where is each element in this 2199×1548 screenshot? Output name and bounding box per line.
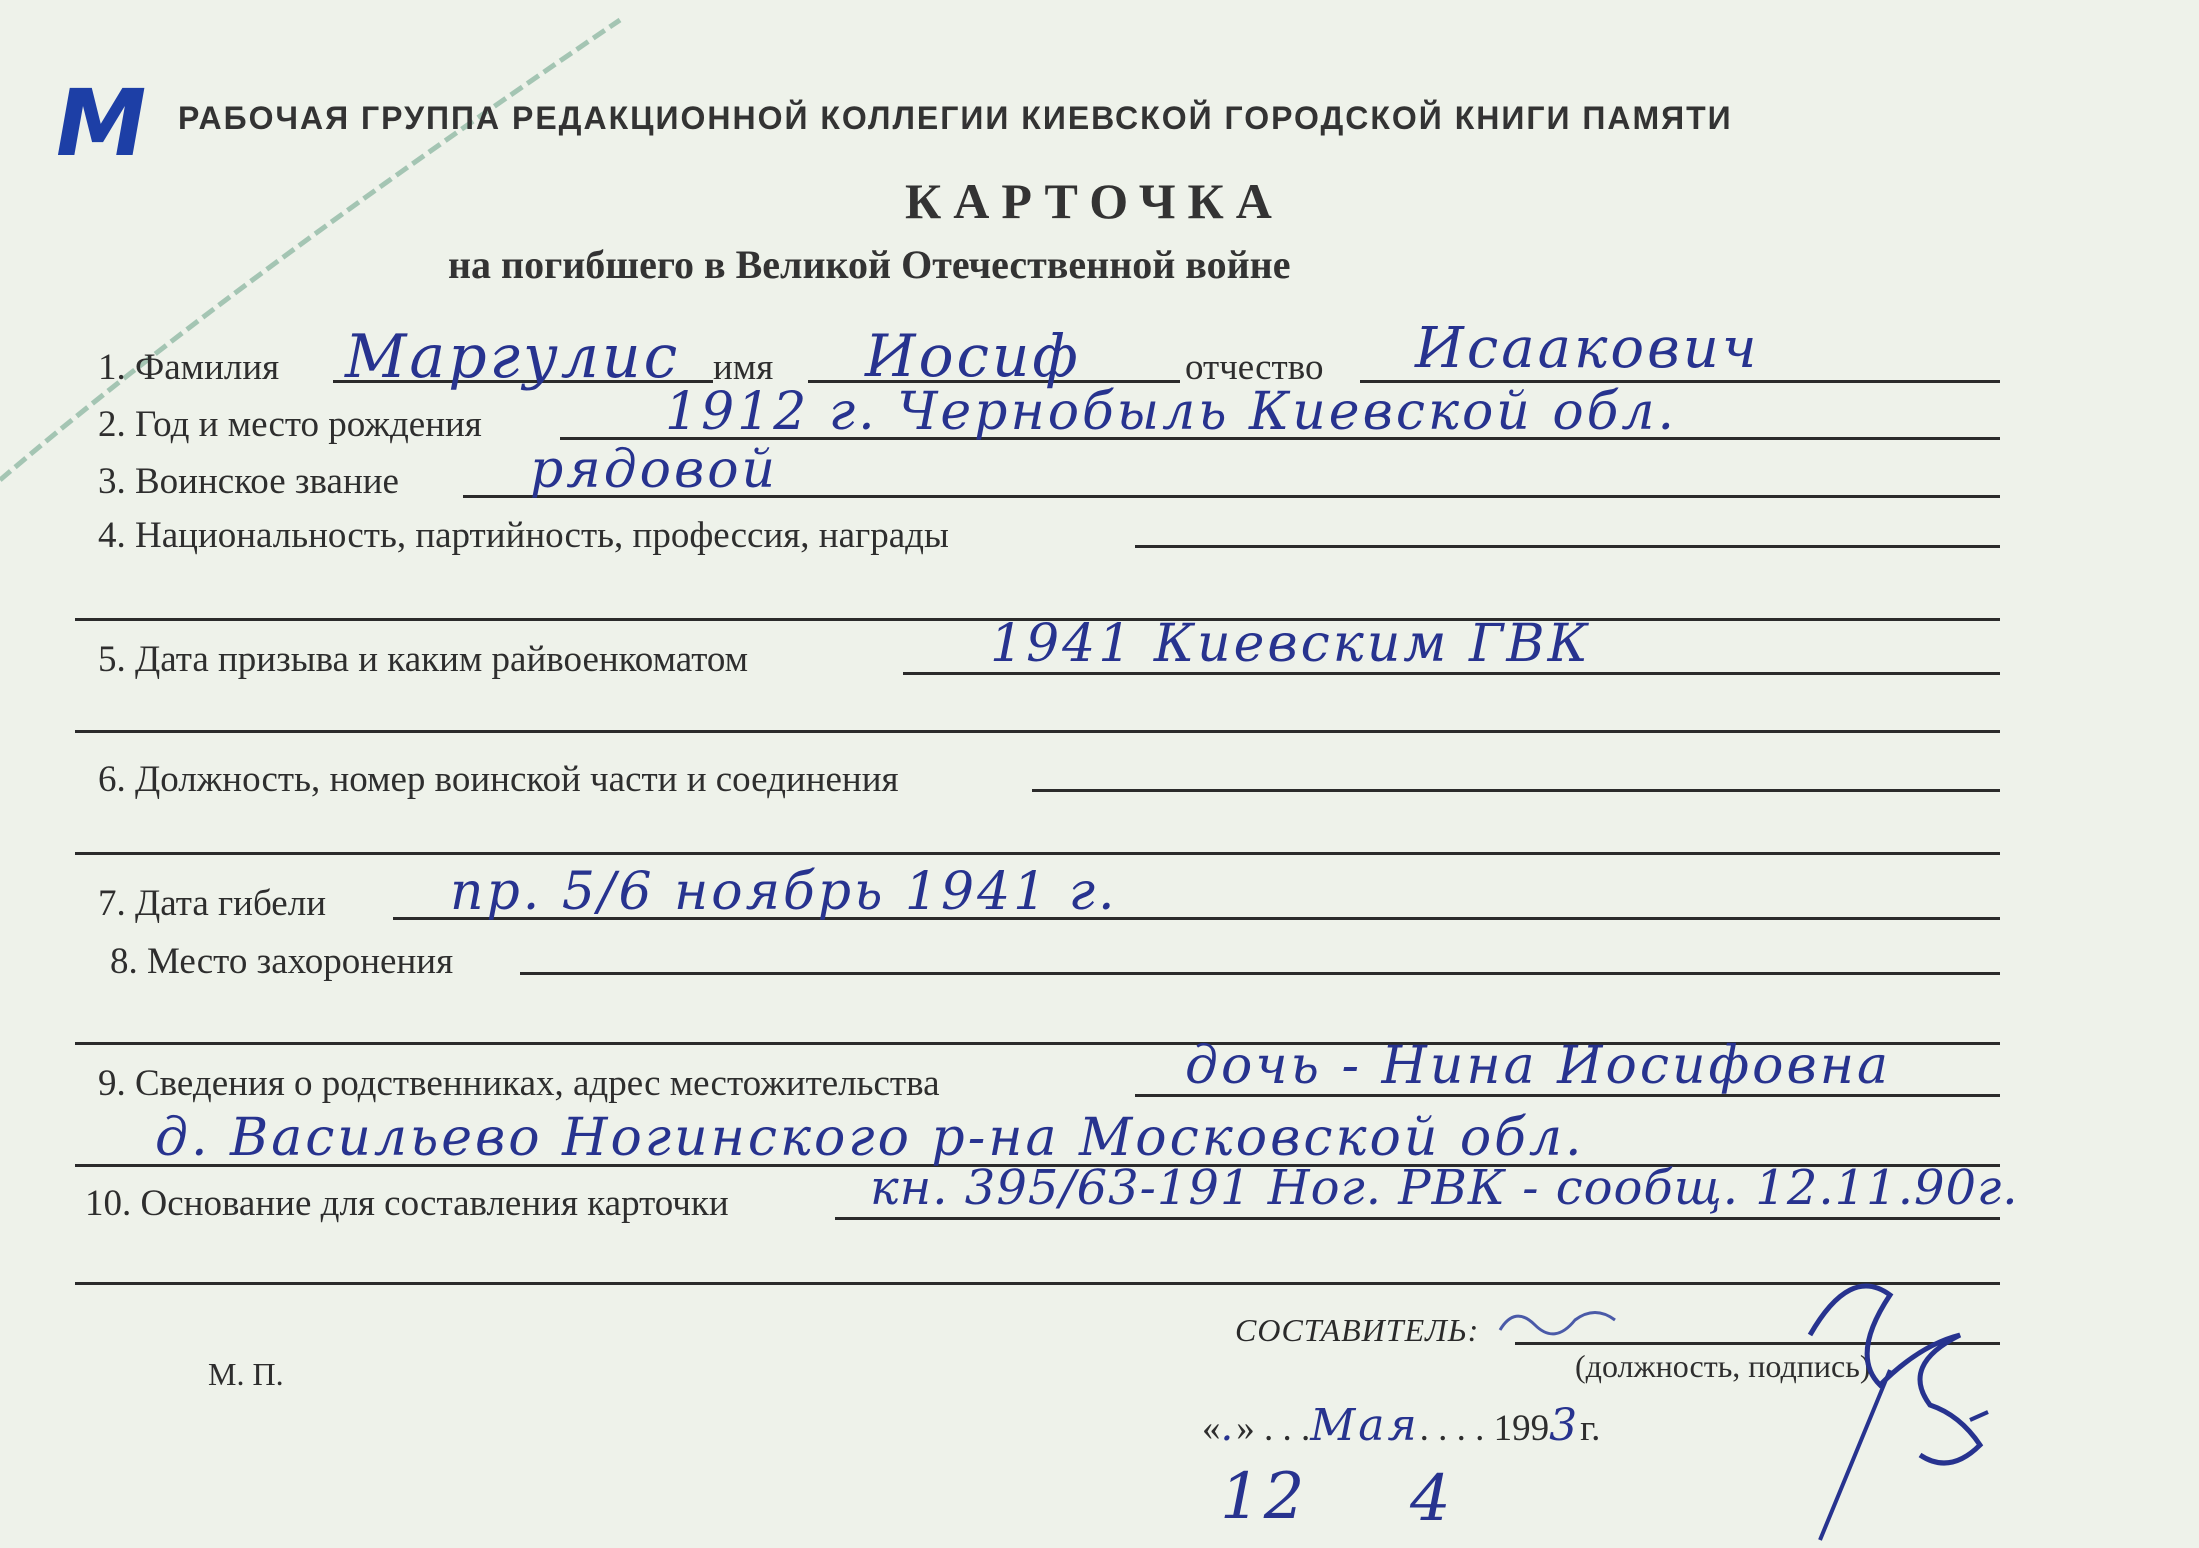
corner-mark: M [45, 70, 156, 177]
field-5-value: 1941 Киевским ГВК [990, 614, 1591, 674]
date-day-value: . [1220, 1404, 1237, 1450]
field-9-value-continued: д. Васильево Ногинского р-на Московской обл. [155, 1108, 1585, 1168]
field-3-label: 3. Воинское звание [98, 461, 399, 502]
compiler-label: СОСТАВИТЕЛЬ: [1235, 1312, 1480, 1348]
card-title: КАРТОЧКА [905, 173, 1284, 229]
field-2-value: 1912 г. Чернобыль Киевской обл. [665, 382, 1678, 442]
field-1-patronymic-value: Исаакович [1415, 316, 1760, 381]
position-signature-caption: (должность, подпись) [1575, 1348, 1871, 1384]
field-10-label: 10. Основание для составления карточки [85, 1183, 729, 1224]
field-9-label: 9. Сведения о родственниках, адрес местожительства [98, 1063, 940, 1104]
field-1-name-value: Иосиф [865, 322, 1081, 390]
field-1-label: 1. Фамилия [98, 347, 280, 388]
date-open-quote: « [1202, 1408, 1221, 1449]
date-year-prefix: . . . . 199 [1419, 1408, 1550, 1449]
date-middle-dots: » . . . [1236, 1408, 1311, 1449]
field-3-value: рядовой [530, 440, 779, 500]
field-5-label: 5. Дата призыва и каким райвоенкоматом [98, 639, 749, 680]
field-6-label: 6. Должность, номер воинской части и соединения [98, 759, 899, 800]
card-subtitle: на погибшего в Великой Отечественной войне [448, 242, 1291, 287]
date-year-digit: 3 [1549, 1400, 1581, 1451]
seal-placeholder-label: М. П. [208, 1356, 284, 1392]
organization-heading: РАБОЧАЯ ГРУППА РЕДАКЦИОННОЙ КОЛЛЕГИИ КИЕВСКОЙ ГОРОДСКОЙ КНИГИ ПАМЯТИ [178, 100, 1733, 136]
field-1-surname-value: Маргулис [345, 322, 681, 392]
field-7-value: пр. 5/6 ноябрь 1941 г. [450, 862, 1118, 922]
date-suffix: г. [1580, 1408, 1601, 1449]
field-10-value: кн. 395/63-191 Ног. РВК - сообщ. 12.11.90г. [870, 1160, 2019, 1216]
field-1-patronymic-label: отчество [1185, 347, 1324, 388]
field-4-label: 4. Национальность, партийность, профессия, награды [98, 515, 949, 556]
handwritten-note-day: 12 [1220, 1460, 1308, 1534]
handwritten-note-month: 4 [1410, 1462, 1454, 1536]
field-7-label: 7. Дата гибели [98, 883, 326, 924]
field-9-value: дочь - Нина Иосифовна [1185, 1036, 1891, 1096]
date-month-value: Мая [1310, 1400, 1420, 1451]
date-line [1202, 1400, 1600, 1451]
field-8-label: 8. Место захоронения [110, 941, 454, 982]
field-2-label: 2. Год и место рождения [98, 404, 482, 445]
field-1-name-label: имя [713, 347, 774, 388]
